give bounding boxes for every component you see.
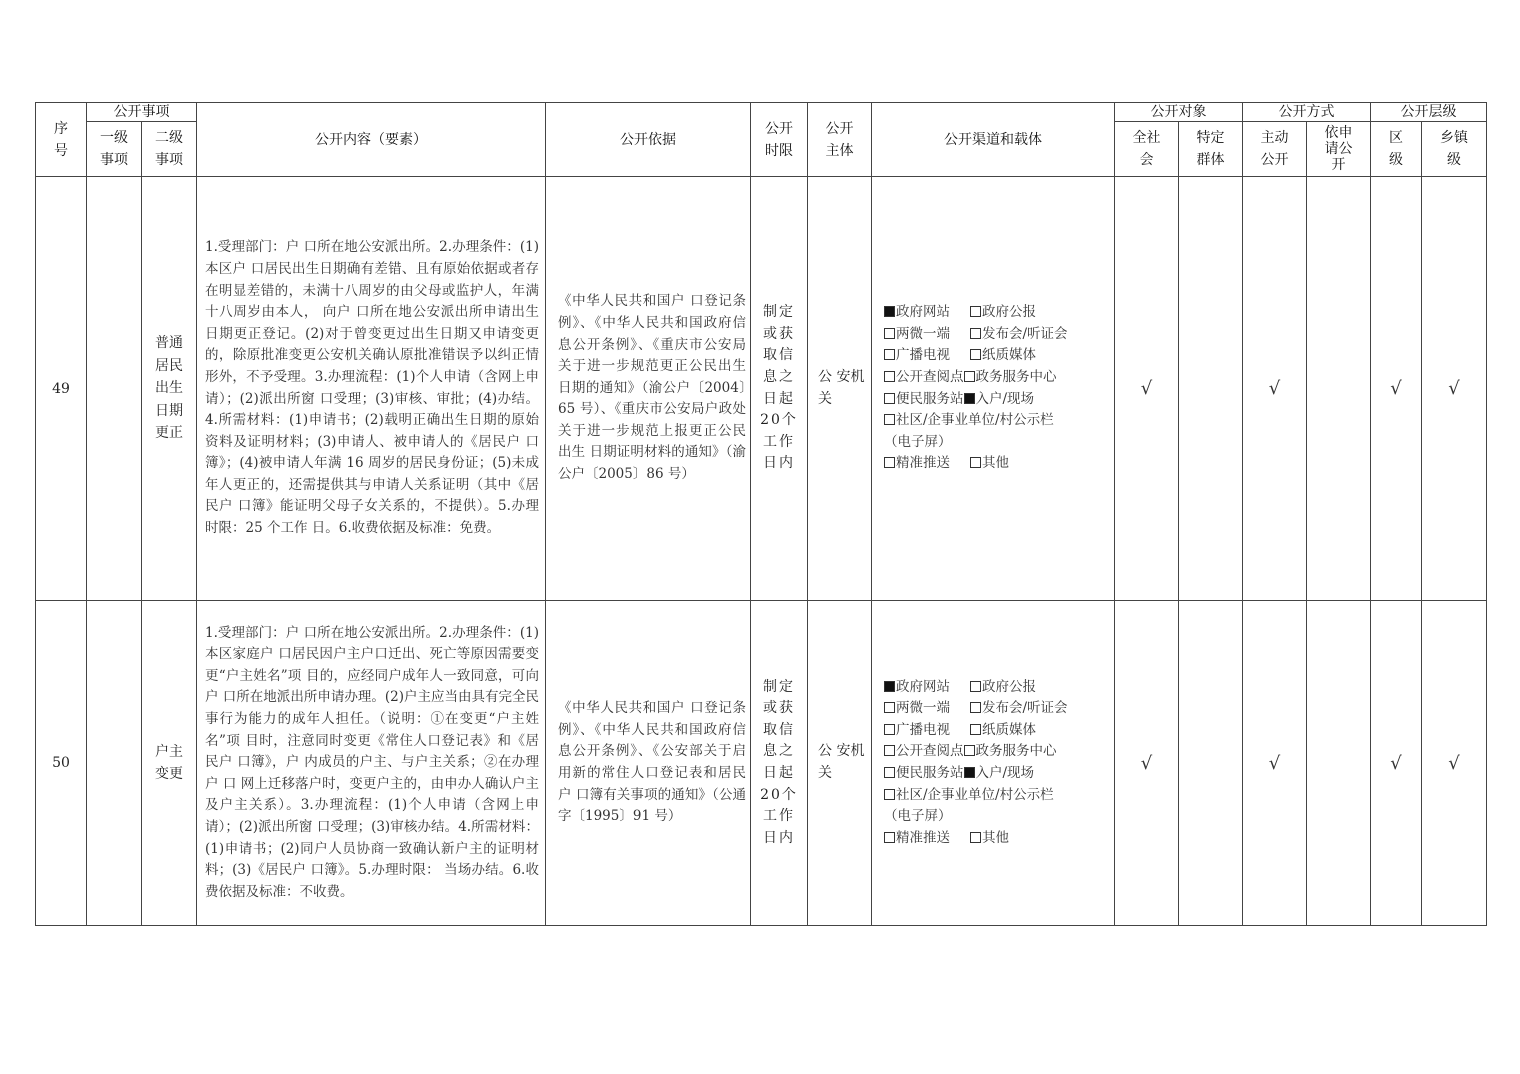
header-level2: 二级事项 — [142, 122, 197, 177]
checkbox-icon — [970, 702, 981, 713]
checkbox-checked-icon — [884, 306, 895, 317]
checkbox-icon — [970, 349, 981, 360]
row-method-active: √ — [1243, 177, 1307, 601]
checkbox-icon — [884, 724, 895, 735]
header-level1: 一级事项 — [87, 122, 142, 177]
header-basis: 公开依据 — [546, 103, 751, 177]
header-public-items: 公开事项 — [87, 103, 197, 122]
header-target-all: 全社会 — [1115, 122, 1179, 177]
row-seq: 50 — [36, 601, 87, 926]
checkbox-icon — [970, 832, 981, 843]
row-target-specific — [1179, 601, 1243, 926]
row-method-active: √ — [1243, 601, 1307, 926]
checkbox-checked-icon — [964, 767, 975, 778]
header-subject: 公开主体 — [808, 103, 872, 177]
checkbox-checked-icon — [884, 681, 895, 692]
checkbox-checked-icon — [964, 393, 975, 404]
checkbox-icon — [884, 328, 895, 339]
row-level1 — [87, 601, 142, 926]
checkbox-icon — [884, 702, 895, 713]
header-method-active: 主动公开 — [1243, 122, 1307, 177]
table-row — [36, 601, 1487, 926]
checkbox-icon — [970, 724, 981, 735]
checkbox-icon — [964, 371, 975, 382]
row-level-district: √ — [1371, 601, 1422, 926]
row-content: 1.受理部门：户 口所在地公安派出所。2.办理条件：(1)本区家庭户 口居民因户主户口迁出、死亡等原因需要变更“户主姓名”项 目的，应经同户成年人一致同意，可向户 口所在地派出所申请办理。(2)户主应当由具有完全民事行为能力的成年人担任。（说明：①在变更“户主姓名”项 目时，注意同时变更《常住人口登记表》和《居民户 口簿》，户 内成员的户主、与户主关系；②在办理户 口 网上迁移落户时，变更户主的，由申办人确认户主及户主关系）。3.办理流程：(1)个人申请（含网上申请）；(2)派出所窗 口受理；(3)审核办结。4.所需材料：(1)申请书；(2)同户人员协商一致确认新户主的证明材料；(3)《居民户 口簿》。5.办理时限： 当场办结。6.收费依据及标准：不收费。 — [197, 601, 546, 926]
checkbox-icon — [884, 371, 895, 382]
header-channels: 公开渠道和载体 — [872, 103, 1115, 177]
header-content: 公开内容（要素） — [197, 103, 546, 177]
header-level: 公开层级 — [1371, 103, 1487, 122]
row-subject: 公 安机关 — [808, 177, 872, 601]
header-deadline: 公开时限 — [751, 103, 808, 177]
row-seq: 49 — [36, 177, 87, 601]
row-level-town: √ — [1422, 601, 1487, 926]
disclosure-table — [35, 102, 1487, 926]
checkbox-icon — [884, 414, 895, 425]
row-method-apply — [1307, 177, 1371, 601]
header-level-district: 区级 — [1371, 122, 1422, 177]
row-deadline: 制定或获取信息之日起20个工作日内 — [751, 177, 808, 601]
checkbox-icon — [884, 393, 895, 404]
row-channels: 政府网站 政府公报 两微一端 发布会/听证会 广播电视 纸质媒体 公开查阅点 政务服务中心 便民服务站 入户/现场 社区/企事业单位/村公示栏 （电子屏） 精准推送 其他 — [872, 177, 1115, 601]
row-level1 — [87, 177, 142, 601]
checkbox-icon — [970, 306, 981, 317]
checkbox-icon — [884, 767, 895, 778]
row-basis: 《中华人民共和国户 口登记条例》、《中华人民共和国政府信息公开条例》、《重庆市公安局关于进一步规范更正公民出生 日期的通知》（渝公户〔2004〕65 号）、《重庆市公安局户政处关于进一步规范上报更正公民出生 日期证明材料的通知》（渝公户〔2005〕86 号） — [546, 177, 751, 601]
checkbox-icon — [884, 457, 895, 468]
checkbox-icon — [970, 457, 981, 468]
row-target-all: √ — [1115, 177, 1179, 601]
row-method-apply — [1307, 601, 1371, 926]
checkbox-icon — [884, 832, 895, 843]
row-deadline: 制定或获取信息之日起20个工作日内 — [751, 601, 808, 926]
row-basis: 《中华人民共和国户 口登记条例》、《中华人民共和国政府信息公开条例》、《公安部关于启用新的常住人口登记表和居民户 口簿有关事项的通知》（公通字〔1995〕91 号） — [546, 601, 751, 926]
table-row — [36, 177, 1487, 601]
checkbox-icon — [970, 328, 981, 339]
header-method-apply: 依申请公开 — [1307, 122, 1371, 177]
header-seq: 序号 — [36, 103, 87, 177]
checkbox-icon — [884, 745, 895, 756]
checkbox-icon — [884, 349, 895, 360]
header-method: 公开方式 — [1243, 103, 1371, 122]
row-channels: 政府网站 政府公报 两微一端 发布会/听证会 广播电视 纸质媒体 公开查阅点 政务服务中心 便民服务站 入户/现场 社区/企事业单位/村公示栏 （电子屏） 精准推送 其他 — [872, 601, 1115, 926]
header-level-town: 乡镇级 — [1422, 122, 1487, 177]
checkbox-icon — [970, 681, 981, 692]
checkbox-icon — [884, 789, 895, 800]
row-target-specific — [1179, 177, 1243, 601]
row-level2: 普通居民出生日期更正 — [142, 177, 197, 601]
checkbox-icon — [964, 745, 975, 756]
row-level-district: √ — [1371, 177, 1422, 601]
row-level-town: √ — [1422, 177, 1487, 601]
row-target-all: √ — [1115, 601, 1179, 926]
row-content: 1.受理部门：户 口所在地公安派出所。2.办理条件：(1)本区户 口居民出生日期确有差错、且有原始依据或者存在明显差错的，未满十八周岁的由父母或监护人，年满十八周岁由本人， 向户 口所在地公安派出所申请出生 日期更正登记。(2)对于曾变更过出生日期又申请变更的，除原批准变更公安机关确认原批准错误予以纠正情形外，不予受理。3.办理流程：(1)个人申请（含网上申请）；(2)派出所窗 口受理；(3)审核、审批；(4)办结。4.所需材料：(1)申请书；(2)载明正确出生日期的原始资料及证明材料；(3)申请人、被申请人的《居民户 口簿》；(4)被申请人年满 16 周岁的居民身份证；(5)未成年人更正的，还需提供其与申请人关系证明（其中《居民户 口簿》能证明父母子女关系的，不提供）。5.办理时限：25 个工作 日。6.收费依据及标准：免费。 — [197, 177, 546, 601]
row-subject: 公 安机关 — [808, 601, 872, 926]
header-target-specific: 特定群体 — [1179, 122, 1243, 177]
row-level2: 户主变更 — [142, 601, 197, 926]
header-target: 公开对象 — [1115, 103, 1243, 122]
